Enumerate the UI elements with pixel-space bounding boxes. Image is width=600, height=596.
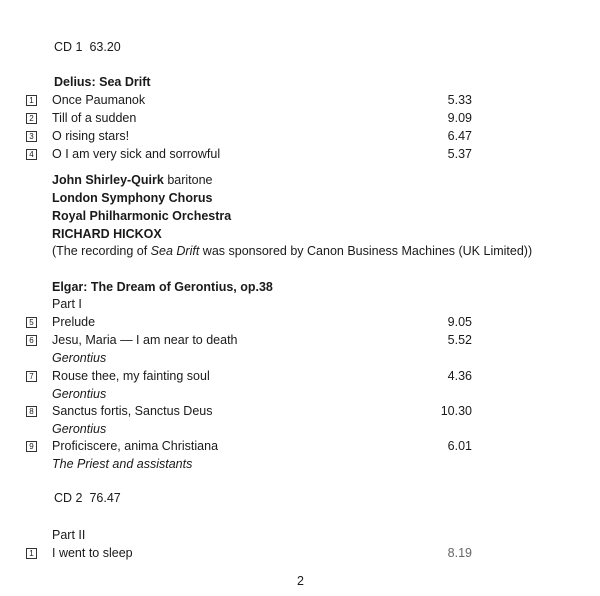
cd1-label: CD 1 — [54, 40, 83, 54]
track-number-box: 6 — [26, 335, 37, 346]
track-duration: 6.47 — [447, 129, 472, 143]
track-duration: 6.01 — [447, 439, 472, 453]
track-number-box: 4 — [26, 149, 37, 160]
cd1-time: 63.20 — [89, 40, 121, 54]
sponsor-note — [52, 243, 532, 259]
track-number-box: 2 — [26, 113, 37, 124]
soloist-credit — [52, 172, 213, 188]
cd2-label: CD 2 — [54, 491, 83, 505]
track-title: O I am very sick and sorrowful — [52, 147, 221, 161]
track-title: Till of a sudden — [52, 111, 137, 125]
track-number-box: 3 — [26, 131, 37, 142]
track-duration: 4.36 — [447, 369, 472, 383]
track-duration: 10.30 — [440, 404, 472, 418]
track-duration: 5.33 — [447, 93, 472, 107]
cd2-header — [54, 490, 121, 506]
track-role: Gerontius — [52, 351, 107, 365]
track-duration: 8.19 — [447, 546, 472, 560]
page-number: 2 — [297, 574, 304, 588]
sponsor-note-before: (The recording of — [52, 244, 148, 258]
cd2-time: 76.47 — [89, 491, 121, 505]
track-title: I went to sleep — [52, 546, 133, 560]
cd1-header — [54, 39, 121, 55]
track-number-box: 7 — [26, 371, 37, 382]
track-duration: 9.09 — [447, 111, 472, 125]
track-title: Proficiscere, anima Christiana — [52, 439, 219, 453]
track-number-box: 1 — [26, 95, 37, 106]
track-title: Prelude — [52, 315, 96, 329]
track-number-box: 1 — [26, 548, 37, 559]
track-title: Jesu, Maria — I am near to death — [52, 333, 238, 347]
track-duration: 5.52 — [447, 333, 472, 347]
chorus-credit: London Symphony Chorus — [52, 191, 213, 205]
track-role: Gerontius — [52, 422, 107, 436]
part-heading: Part II — [52, 528, 86, 542]
part-heading: Part I — [52, 297, 82, 311]
soloist-role: baritone — [167, 173, 213, 187]
track-number-box: 8 — [26, 406, 37, 417]
sponsor-note-work: Sea Drift — [150, 244, 200, 258]
track-title: Once Paumanok — [52, 93, 146, 107]
track-number-box: 5 — [26, 317, 37, 328]
track-duration: 5.37 — [447, 147, 472, 161]
track-title: O rising stars! — [52, 129, 130, 143]
track-title: Sanctus fortis, Sanctus Deus — [52, 404, 213, 418]
sponsor-note-after: was sponsored by Canon Business Machines (UK Limited)) — [202, 244, 533, 258]
conductor-credit: RICHARD HICKOX — [52, 227, 162, 241]
track-number-box: 9 — [26, 441, 37, 452]
track-title: Rouse thee, my fainting soul — [52, 369, 210, 383]
track-duration: 9.05 — [447, 315, 472, 329]
soloist-name: John Shirley-Quirk — [52, 173, 164, 187]
delius-work-title: Delius: Sea Drift — [54, 75, 151, 89]
elgar-work-title: Elgar: The Dream of Gerontius, op.38 — [52, 280, 273, 294]
track-role: Gerontius — [52, 387, 107, 401]
track-role: The Priest and assistants — [52, 457, 193, 471]
orchestra-credit: Royal Philharmonic Orchestra — [52, 209, 232, 223]
